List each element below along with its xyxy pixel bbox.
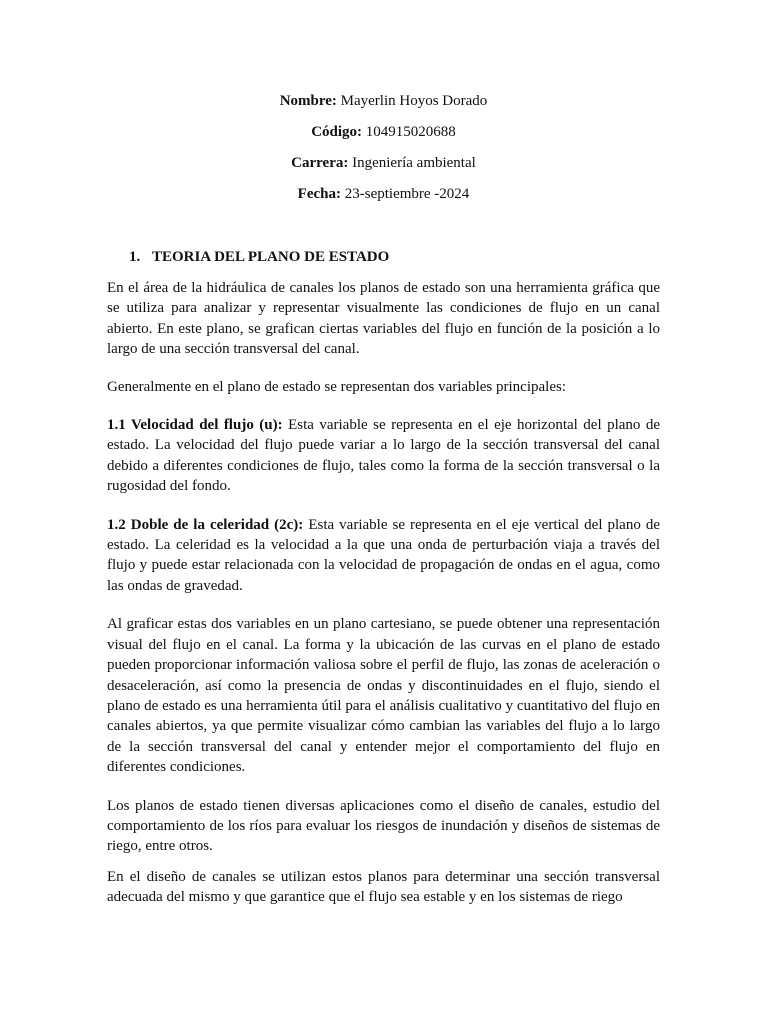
velocidad-label: 1.1 Velocidad del flujo (u): bbox=[107, 417, 283, 434]
celeridad-label: 1.2 Doble de la celeridad (2c): bbox=[107, 516, 304, 533]
section-number: 1. bbox=[129, 249, 141, 265]
grafica-paragraph: Al graficar estas dos variables en un plano cartesiano, se puede obtener una representación visual del flujo en el canal. La forma y la ubicación de las curvas en el plano de estado pueden proporcionar información valiosa sobre el perfil de flujo, las zonas de aceleración o desaceleración, así como la presencia de ondas y discontinuidades en el flujo, siendo el plano de estado es una herramienta útil para el análisis cualitativo y cuantitativo del flujo en canales abiertos, ya que permite visualizar cómo cambian las variables del flujo a lo largo de la sección transversal del canal y entender mejor el comportamiento del flujo en diferentes condiciones. bbox=[107, 616, 660, 776]
nombre-value: Mayerlin Hoyos Dorado bbox=[340, 93, 488, 109]
section-heading bbox=[129, 246, 660, 268]
fecha-label: Fecha: bbox=[297, 186, 341, 202]
nombre-row bbox=[107, 90, 660, 112]
codigo-label: Código: bbox=[311, 124, 363, 140]
section-title: TEORIA DEL PLANO DE ESTADO bbox=[152, 249, 390, 265]
carrera-row bbox=[107, 152, 660, 174]
student-info-header bbox=[107, 0, 660, 205]
intro-paragraph: En el área de la hidráulica de canales los planos de estado son una herramienta gráfica que se utiliza para analizar y representar visualmente las condiciones de flujo en un canal abierto. En este plano, se grafican ciertas variables del flujo en función de la posición a lo largo de una sección transversal del canal. bbox=[107, 280, 660, 358]
aplicaciones-paragraph: Los planos de estado tienen diversas aplicaciones como el diseño de canales, estudio del comportamiento de los ríos para evaluar los riesgos de inundación y diseños de sistemas de riego, entre otros. bbox=[107, 797, 660, 855]
variables-intro-paragraph: Generalmente en el plano de estado se representan dos variables principales: bbox=[107, 378, 566, 395]
codigo-row bbox=[107, 121, 660, 143]
carrera-value: Ingeniería ambiental bbox=[352, 155, 476, 171]
velocidad-text: Esta variable se representa en el eje horizontal del plano de estado. La velocidad del flujo puede variar a lo largo de la sección transversal del canal debido a diferentes condiciones de flujo, tales como la forma de la sección transversal o la rugosidad del fondo. bbox=[107, 417, 661, 495]
diseno-paragraph: En el diseño de canales se utilizan estos planos para determinar una sección transversal adecuada del mismo y que garantice que el flujo sea estable y en los sistemas de riego bbox=[107, 868, 660, 906]
celeridad-paragraph bbox=[107, 515, 660, 597]
carrera-label: Carrera: bbox=[291, 155, 349, 171]
fecha-value: 23-septiembre -2024 bbox=[344, 186, 470, 202]
fecha-row bbox=[107, 183, 660, 205]
codigo-value: 104915020688 bbox=[365, 124, 456, 140]
velocidad-paragraph bbox=[107, 415, 660, 497]
nombre-label: Nombre: bbox=[279, 93, 337, 109]
celeridad-text: Esta variable se representa en el eje vertical del plano de estado. La celeridad es la velocidad a la que una onda de perturbación viaja a través del flujo y puede estar relacionada con la velocidad de propagación de ondas en el agua, como las ondas de gravedad. bbox=[107, 516, 661, 594]
